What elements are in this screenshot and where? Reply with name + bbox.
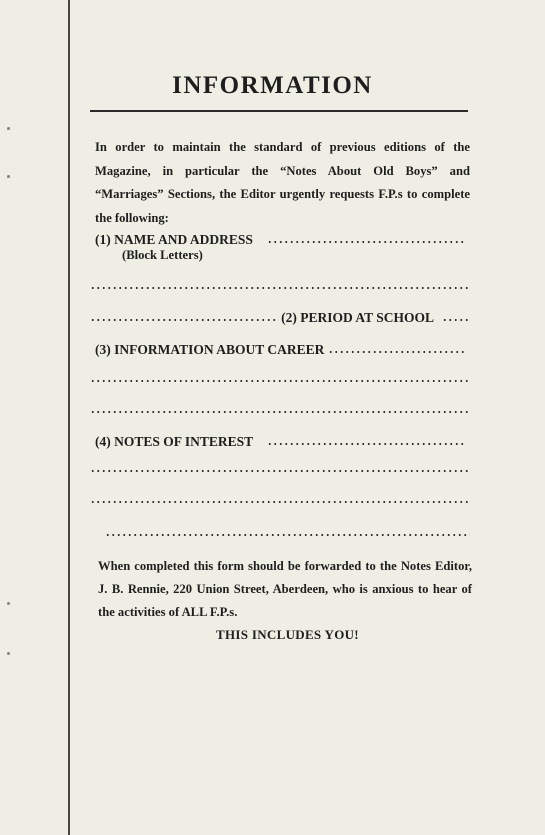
title-rule [90,110,468,112]
field-career-label: (3) INFORMATION ABOUT CAREER [95,342,325,357]
field-period-label: (2) PERIOD AT SCHOOL [281,310,434,325]
binding-line [68,0,70,835]
field-name-address-label: (1) NAME AND ADDRESS [95,232,253,247]
outro-paragraph: When completed this form should be forwarded to the Notes Editor, J. B. Rennie, 220 Union Street, Aberdeen, who is anxious to hear of the activities of ALL F.P.s. [98,559,472,619]
field-name-address-leader[interactable] [267,230,466,244]
name-address-line-3[interactable] [90,308,277,322]
field-notes [95,432,470,450]
page-title-text: INFORMATION [172,72,373,99]
field-notes-label: (4) NOTES OF INTEREST [95,434,254,449]
field-notes-leader[interactable] [267,432,466,446]
block-letters-note: (Block Letters) [122,248,203,262]
name-address-line-2[interactable] [90,286,470,290]
field-career-leader[interactable] [328,340,466,354]
field-period-leader[interactable] [442,308,470,322]
margin-speck [7,602,10,605]
notes-line-2[interactable] [90,469,470,473]
margin-speck [7,175,10,178]
margin-speck [7,652,10,655]
career-line-3[interactable] [90,410,470,414]
closing-line: THIS INCLUDES YOU! [216,627,359,642]
intro-paragraph: In order to maintain the standard of previous editions of the Magazine, in particular the “Notes About Old Boys” and “Marriages” Sections, the Editor urgently requests F.P.s to complete the following: [95,140,470,225]
career-line-2[interactable] [90,379,470,383]
notes-line-3[interactable] [90,500,470,504]
page-title [0,72,545,100]
margin-speck [7,127,10,130]
field-period [90,308,470,326]
field-career [95,340,470,358]
field-name-address [95,230,470,248]
notes-line-4[interactable] [105,533,470,537]
